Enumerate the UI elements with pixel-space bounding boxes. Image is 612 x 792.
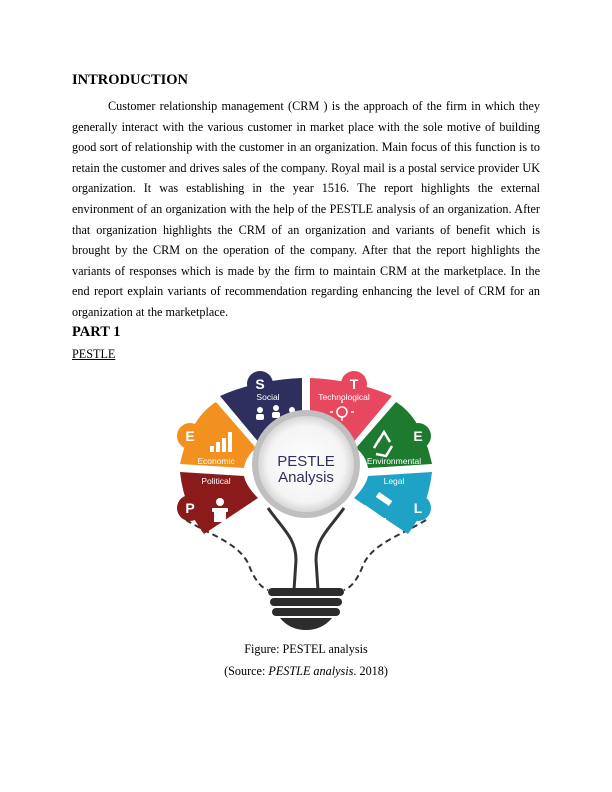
environmental-letter: E — [413, 428, 423, 444]
social-label: Social — [256, 392, 280, 402]
technological-letter: T — [349, 376, 359, 392]
center-subtitle: Analysis — [278, 469, 334, 486]
part1-heading: PART 1 — [72, 324, 121, 340]
source-title: PESTLE analysis — [268, 664, 354, 678]
environmental-label: Environmental — [366, 456, 422, 466]
economic-label: Economic — [197, 456, 235, 466]
legal-letter: L — [413, 500, 423, 516]
bulb-outline-left — [186, 520, 268, 590]
introduction-paragraph — [72, 96, 540, 323]
source-prefix: (Source: — [224, 664, 269, 678]
bulb-filament-right — [316, 508, 344, 590]
bulb-filament — [268, 508, 296, 590]
technological-label: Technological — [318, 392, 370, 402]
introduction-heading: INTRODUCTION — [72, 72, 189, 88]
political-label: Political — [201, 476, 231, 486]
political-letter: P — [185, 500, 195, 516]
introduction-text: Customer relationship management (CRM ) is the approach of the firm in which they generally interact with the various customer in market place with the sole motive of building good sort of relationship with the customer in an organization. Main focus of this function is to retain the customer and drives sales of the company. Royal mail is a postal service provider UK organization. It was establishing in the year 1516. The report highlights the external environment of an organization with the help of the PESTLE analysis of an organization. After that organization highlights the CRM of an organization and variants of benefit which is brought by the CRM on the operation of the company. After that the report highlights the variants of responses which is made by the firm to maintain CRM at the marketplace. In the end report explain variants of recommendation regarding enhancing the level of CRM for an organization at the marketplace. — [72, 99, 540, 319]
source-suffix: . 2018) — [353, 664, 388, 678]
pestle-diagram — [172, 368, 440, 632]
legal-label: Legal — [383, 476, 405, 486]
figure-caption: Figure: PESTEL analysis — [244, 642, 368, 656]
bulb-base — [268, 588, 344, 630]
economic-letter: E — [185, 428, 195, 444]
social-letter: S — [255, 376, 265, 392]
bulb-outline-right — [344, 520, 426, 590]
pestle-subheading: PESTLE — [72, 347, 116, 361]
figure-source — [0, 664, 612, 679]
center-title: PESTLE — [277, 453, 335, 470]
pestle-figure — [172, 368, 440, 632]
